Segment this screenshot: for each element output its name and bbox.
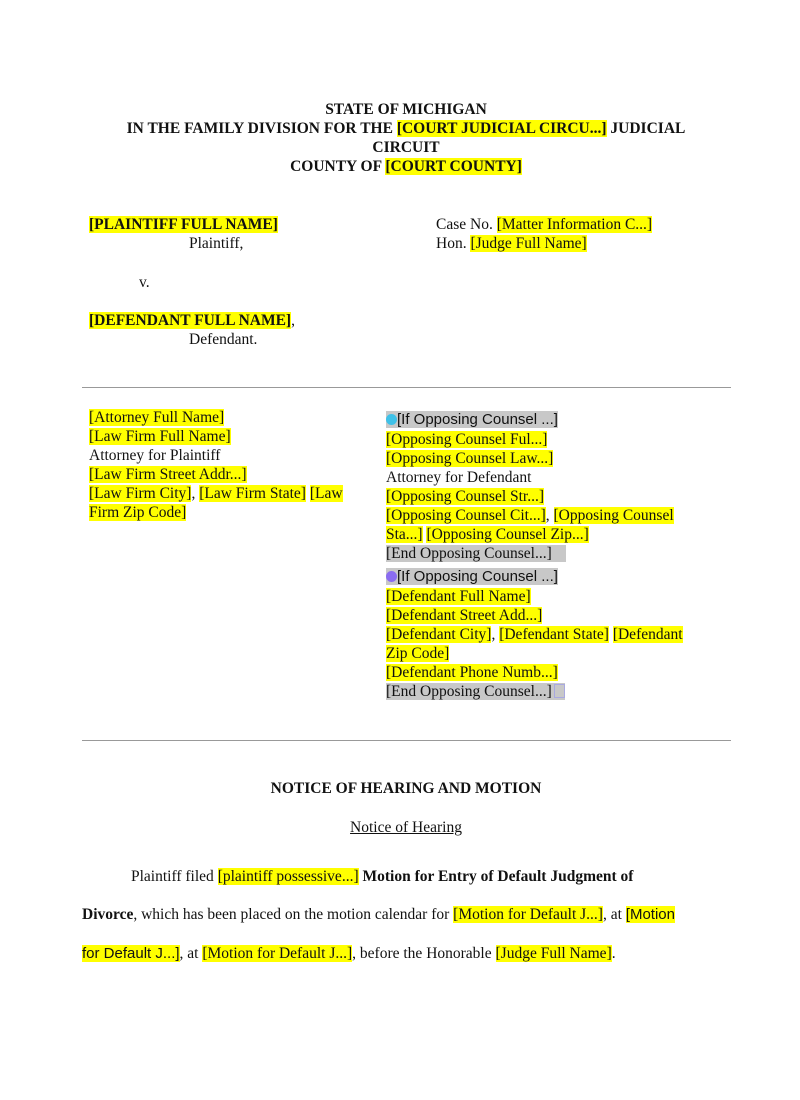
- judge-line: [436, 234, 587, 253]
- court-circuit-field[interactable]: [COURT JUDICIAL CIRCU...]: [396, 120, 607, 137]
- case-number-field[interactable]: [Matter Information C...]: [496, 216, 653, 233]
- body-text: , at: [602, 906, 626, 923]
- case-number-line: [436, 215, 652, 234]
- body-text: , which has been placed on the motion calendar for: [133, 906, 454, 923]
- motion-title-text: Motion for Entry of Default Judgment of: [362, 868, 634, 885]
- conditional-marker-icon: [386, 414, 397, 425]
- defendant-state-field[interactable]: [Defendant State]: [499, 626, 609, 643]
- court-heading: [0, 119, 800, 138]
- plaintiff-possessive-field[interactable]: [plaintiff possessive...]: [217, 868, 359, 885]
- attorney-name-field[interactable]: [Attorney Full Name]: [89, 409, 225, 426]
- attorney-role-label: Attorney for Plaintiff: [89, 447, 221, 464]
- divider: [82, 740, 731, 741]
- period: .: [611, 945, 616, 962]
- paragraph-line: [82, 944, 616, 963]
- case-number-label: Case No.: [436, 216, 497, 233]
- conditional-label: [If Opposing Counsel ...]: [397, 411, 558, 428]
- opposing-counsel-state-field[interactable]: [Opposing Counsel: [553, 507, 674, 524]
- law-firm-name-field[interactable]: [Law Firm Full Name]: [89, 428, 231, 445]
- defendant-full-name-field[interactable]: [Defendant Full Name]: [386, 588, 531, 605]
- circuit-heading: CIRCUIT: [372, 139, 440, 156]
- opposing-counsel-street-field[interactable]: [Opposing Counsel Str...]: [386, 488, 545, 505]
- versus-label: v.: [139, 274, 150, 291]
- county-heading: [0, 157, 800, 176]
- body-text: , at: [179, 945, 203, 962]
- paragraph-mark-icon: [554, 684, 565, 698]
- law-firm-city-field[interactable]: [Law Firm City]: [89, 485, 192, 502]
- defendant-label: Defendant.: [189, 331, 258, 348]
- motion-time-field[interactable]: for Default J...]: [82, 945, 180, 962]
- opposing-counsel-state-field[interactable]: Sta...]: [386, 526, 423, 543]
- conditional-label: [If Opposing Counsel ...]: [397, 568, 558, 585]
- if-opposing-counsel-conditional[interactable]: [386, 568, 558, 585]
- law-firm-state-field[interactable]: [Law Firm State]: [199, 485, 306, 502]
- defendant-zip-field[interactable]: Zip Code]: [386, 645, 450, 662]
- separator: ,: [191, 485, 200, 502]
- notice-subtitle: [0, 818, 800, 837]
- motion-location-field[interactable]: [Motion for Default J...]: [202, 945, 353, 962]
- opposing-counsel-zip-field[interactable]: [Opposing Counsel Zip...]: [426, 526, 589, 543]
- body-text: , before the Honorable: [352, 945, 496, 962]
- plaintiff-label: Plaintiff,: [189, 235, 244, 252]
- divider: [82, 387, 731, 388]
- separator: ,: [491, 626, 500, 643]
- court-county-field[interactable]: [COURT COUNTY]: [385, 158, 522, 175]
- paragraph-line: [131, 867, 633, 886]
- motion-time-field[interactable]: [Motion: [625, 906, 675, 923]
- body-text: Plaintiff filed: [131, 868, 218, 885]
- comma: ,: [291, 312, 295, 329]
- judge-label: Hon.: [436, 235, 471, 252]
- defendant-attorney-role-label: Attorney for Defendant: [386, 469, 532, 486]
- separator: ,: [545, 507, 554, 524]
- paragraph-line: [82, 905, 675, 924]
- defendant-phone-field[interactable]: [Defendant Phone Numb...]: [386, 664, 558, 681]
- court-heading-text: JUDICIAL: [606, 120, 686, 137]
- notice-subtitle-text: Notice of Hearing: [350, 819, 462, 836]
- if-opposing-counsel-conditional[interactable]: [386, 411, 558, 428]
- opposing-counsel-firm-field[interactable]: [Opposing Counsel Law...]: [386, 450, 554, 467]
- conditional-label: [End Opposing Counsel...]: [386, 683, 552, 700]
- judge-name-field[interactable]: [Judge Full Name]: [470, 235, 587, 252]
- court-heading-text: IN THE FAMILY DIVISION FOR THE: [126, 120, 397, 137]
- opposing-counsel-name-field[interactable]: [Opposing Counsel Ful...]: [386, 431, 548, 448]
- defendant-zip-field[interactable]: [Defendant: [612, 626, 683, 643]
- end-opposing-counsel-conditional[interactable]: [386, 683, 565, 700]
- state-heading: STATE OF MICHIGAN: [325, 101, 487, 118]
- defendant-street-field[interactable]: [Defendant Street Add...]: [386, 607, 543, 624]
- plaintiff-name-field[interactable]: [PLAINTIFF FULL NAME]: [89, 216, 278, 233]
- law-firm-street-field[interactable]: [Law Firm Street Addr...]: [89, 466, 247, 483]
- end-opposing-counsel-conditional[interactable]: [End Opposing Counsel...]: [386, 545, 566, 562]
- conditional-marker-icon: [386, 571, 397, 582]
- law-firm-zip-field[interactable]: Firm Zip Code]: [89, 504, 187, 521]
- law-firm-zip-field[interactable]: [Law: [309, 485, 343, 502]
- opposing-counsel-city-field[interactable]: [Opposing Counsel Cit...]: [386, 507, 546, 524]
- judge-name-field[interactable]: [Judge Full Name]: [495, 945, 612, 962]
- motion-date-field[interactable]: [Motion for Default J...]: [453, 906, 603, 923]
- motion-title-text: Divorce: [82, 906, 134, 923]
- defendant-city-field[interactable]: [Defendant City]: [386, 626, 492, 643]
- notice-title: NOTICE OF HEARING AND MOTION: [270, 780, 542, 797]
- county-label: COUNTY OF: [290, 158, 386, 175]
- defendant-name-field[interactable]: [DEFENDANT FULL NAME]: [89, 312, 292, 329]
- defendant-name-line: [89, 311, 295, 330]
